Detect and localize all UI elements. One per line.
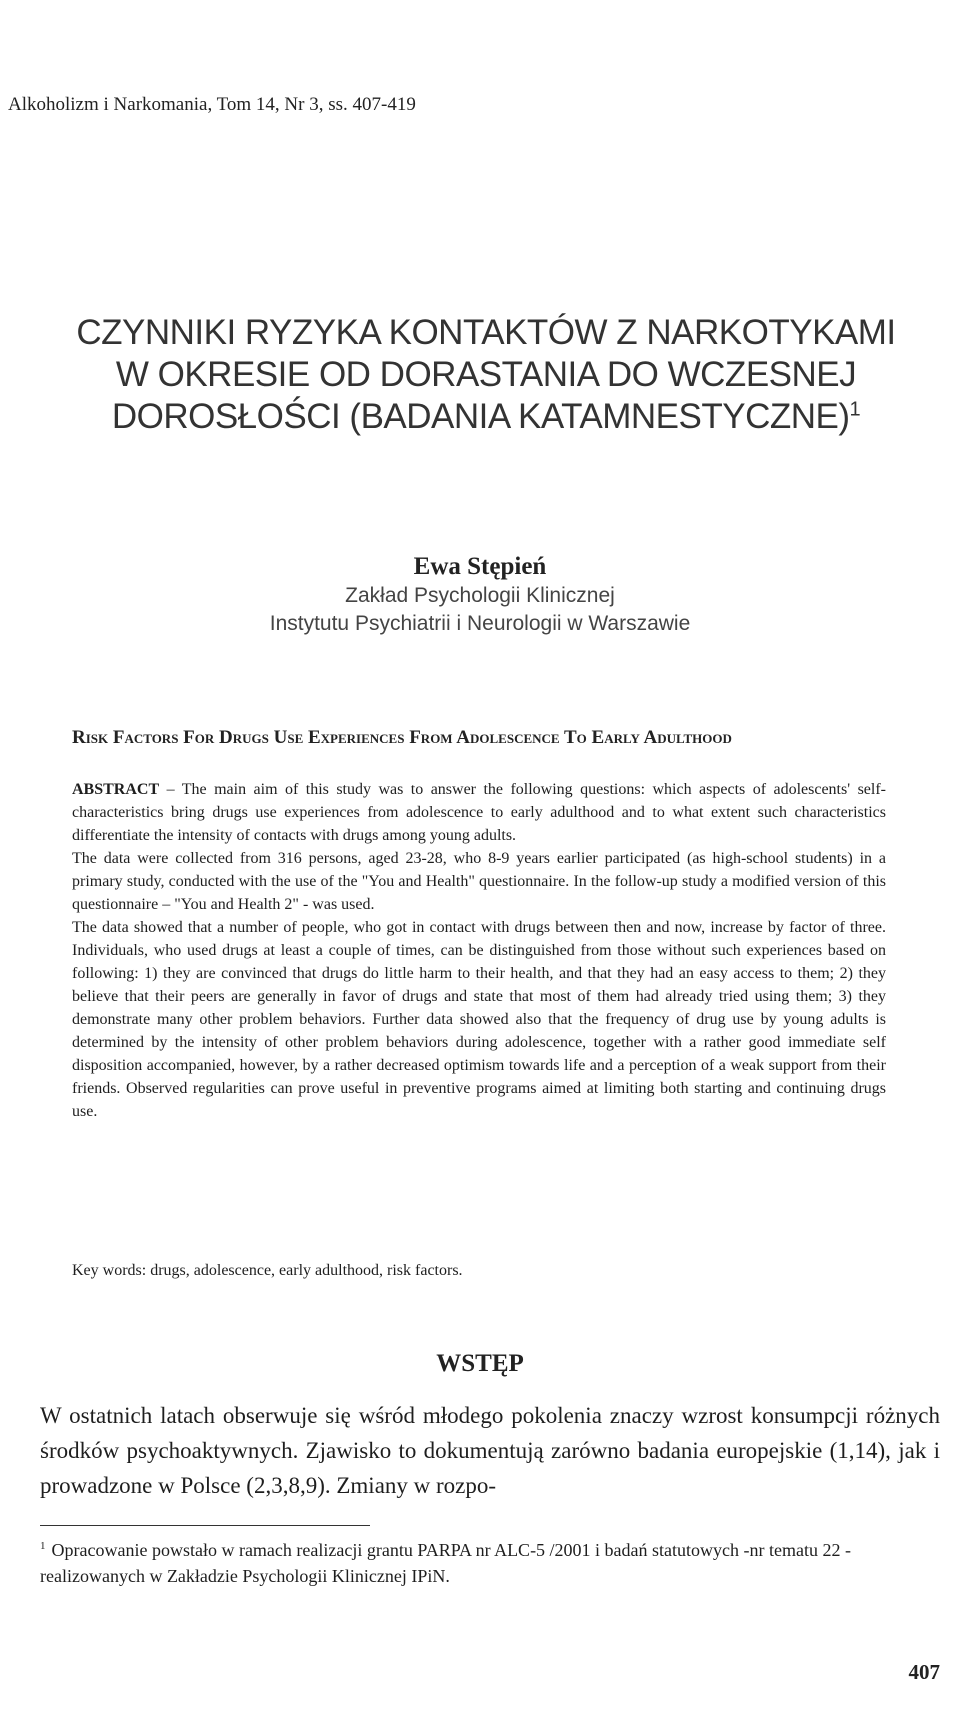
english-title: Risk Factors For Drugs Use Experiences From Adolescence To Early Adulthood: [72, 727, 732, 748]
title-line-2: W OKRESIE OD DORASTANIA DO WCZESNEJ: [115, 355, 857, 394]
abstract: [72, 778, 886, 1123]
keywords: Key words: drugs, adolescence, early adulthood, risk factors.: [72, 1262, 463, 1279]
abstract-paragraph-3: The data showed that a number of people, who got in contact with drugs between then and now, increase by factor of three. Individuals, who used drugs at least a couple of times, can be distinguished from those without such experiences based on following: 1) they are convinced that drugs do little harm to their health, and that they had an easy access to them; 2) they believe that their peers are generally in favor of drugs and state that most of them had already tried using them; 3) they demonstrate many other problem behaviors. Further data showed also that the frequency of drug use by young adults is determined by the intensity of other problem behaviors during adolescence, together with a rather good immediate self disposition accompanied, however, by a rather decreased optimism towards life and a perception of a weak support from their friends. Observed regularities can prove useful in preventive programs aimed at limiting both starting and continuing drugs use.: [72, 919, 886, 1120]
abstract-paragraph-1: [72, 778, 886, 847]
affiliation-line-1: Zakład Psychologii Klinicznej: [345, 584, 615, 607]
title-line-1: CZYNNIKI RYZYKA KONTAKTÓW Z NARKOTYKAMI: [76, 313, 896, 352]
intro-paragraph: W ostatnich latach obserwuje się wśród młodego pokolenia znaczy wzrost konsumpcji różnych środków psychoaktywnych. Zjawisko to dokumentują zarówno badania europejskie (1,14), jak i prowadzone w Polsce (2,3,8,9). Zmiany w rozpo-: [40, 1403, 940, 1498]
abstract-paragraph-2: The data were collected from 316 persons, aged 23-28, who 8-9 years earlier participated (as high-school students) in a primary study, conducted with the use of the "You and Health" questionnaire. In the follow-up study a modified version of this questionnaire – "You and Health 2" - was used.: [72, 850, 886, 913]
footnote-text: Opracowanie powstało w ramach realizacji grantu PARPA nr ALC-5 /2001 i badań statutowych -nr tematu 22 - realizowanych w Zakładzie Psychologii Klinicznej IPiN.: [40, 1540, 851, 1586]
footnote-mark: 1: [40, 1540, 46, 1552]
affiliation-line-2: Instytutu Psychiatrii i Neurologii w Warszawie: [269, 612, 691, 635]
title-line-3: [36, 396, 936, 438]
author-block: [140, 552, 820, 638]
article-title: [36, 312, 936, 438]
abstract-lead: ABSTRACT: [72, 781, 160, 798]
abstract-paragraph-1-text: – The main aim of this study was to answer the following questions: which aspects of adolescents' self-characteristics bring drugs use experiences from adolescence to early adulthood and to what extent such characteristics differentiate the intensity of contacts with drugs among young adults.: [72, 781, 886, 844]
title-line-3-text: DOROSŁOŚCI (BADANIA KATAMNESTYCZNE): [111, 397, 850, 436]
author-name: Ewa Stępień: [413, 553, 547, 580]
footnote: [40, 1537, 940, 1589]
journal-header: Alkoholizm i Narkomania, Tom 14, Nr 3, ss. 407-419: [8, 94, 416, 115]
footnote-divider: [40, 1525, 370, 1526]
section-heading: WSTĘP: [436, 1350, 524, 1377]
title-footnote-mark: 1: [849, 398, 861, 421]
page-number: 407: [908, 1660, 940, 1684]
